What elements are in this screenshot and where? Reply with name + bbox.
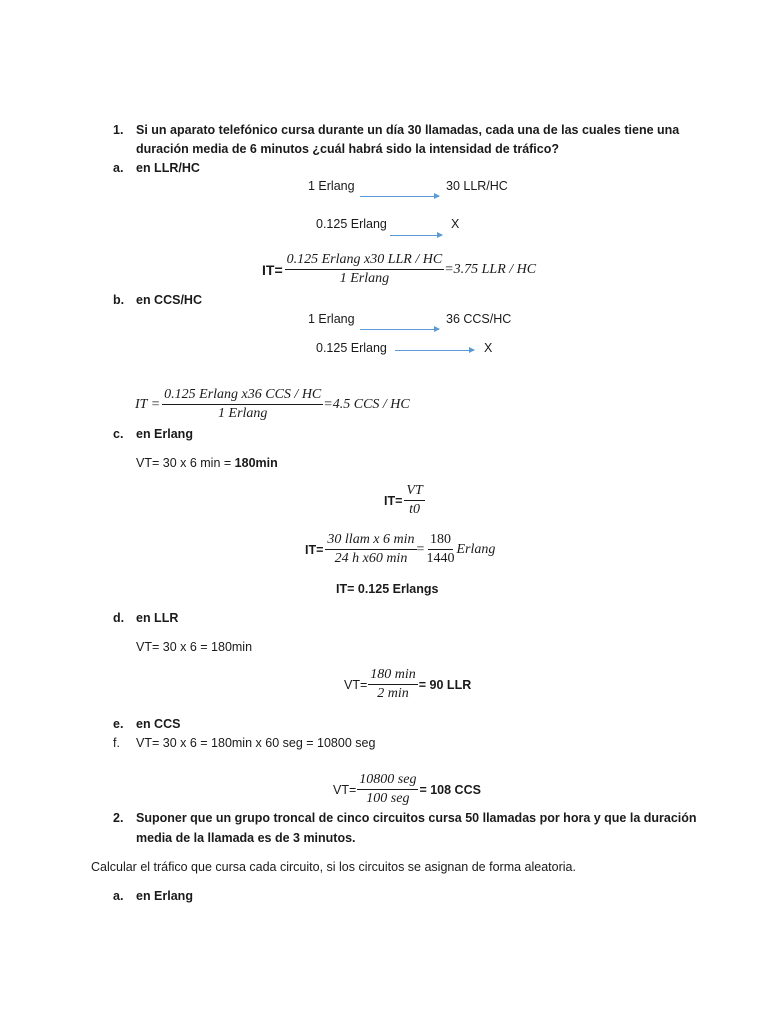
- b-row2-left: 0.125 Erlang: [316, 341, 387, 355]
- d-eq-fraction: [368, 667, 418, 702]
- q2-item-a-letter: a.: [113, 889, 124, 903]
- c-it1-denominator: t0: [409, 502, 421, 517]
- d-eq-numerator: 180 min: [368, 667, 418, 685]
- c-vt-text: VT= 30 x 6 min =: [136, 456, 235, 470]
- a-eq-numerator: 0.125 Erlang x30 LLR / HC: [285, 252, 445, 270]
- a-row1-left: 1 Erlang: [308, 179, 355, 193]
- f-equation: [333, 772, 481, 807]
- q2-text-line2: media de la llamada es de 3 minutos.: [136, 831, 356, 845]
- item-a-letter: a.: [113, 161, 124, 175]
- b-eq-denominator: 1 Erlang: [218, 406, 268, 421]
- d-eq-denominator: 2 min: [377, 686, 409, 701]
- f-eq-denominator: 100 seg: [366, 791, 410, 806]
- b-equation: [135, 387, 410, 422]
- b-row1-right: 36 CCS/HC: [446, 312, 512, 326]
- item-c-title: en Erlang: [136, 427, 193, 441]
- a-eq-fraction: [285, 252, 445, 287]
- q2-item-a-title: en Erlang: [136, 889, 193, 903]
- a-row1-right: 30 LLR/HC: [446, 179, 508, 193]
- a-eq-result: =3.75 LLR / HC: [444, 261, 537, 277]
- c-result: IT= 0.125 Erlangs: [336, 582, 439, 596]
- f-eq-fraction: [357, 772, 418, 807]
- item-b-title: en CCS/HC: [136, 293, 202, 307]
- b-row2-arrow: [395, 350, 474, 351]
- d-eq-result: = 90 LLR: [418, 677, 472, 692]
- f-eq-prefix: VT=: [333, 782, 357, 797]
- q2-number: 2.: [113, 811, 124, 825]
- c-it2-fraction-2: [424, 532, 456, 567]
- b-row2-right: X: [484, 341, 493, 355]
- b-eq-result: =4.5 CCS / HC: [323, 396, 410, 412]
- a-row2-right: X: [451, 217, 460, 231]
- item-a-title: en LLR/HC: [136, 161, 200, 175]
- c-vt-line: [136, 456, 278, 470]
- c-it-equation-1: [384, 483, 425, 518]
- a-row2-left: 0.125 Erlang: [316, 217, 387, 231]
- item-d-letter: d.: [113, 611, 125, 625]
- f-eq-result: = 108 CCS: [419, 782, 481, 797]
- d-eq-prefix: VT=: [344, 677, 368, 692]
- c-it1-numerator: VT: [404, 483, 424, 501]
- c-it-equation-2: [305, 532, 495, 567]
- a-eq-denominator: 1 Erlang: [339, 271, 390, 286]
- c-it1-fraction: [404, 483, 424, 518]
- a-row1-arrow: [360, 196, 439, 197]
- a-equation: [262, 252, 536, 287]
- item-e-letter: e.: [113, 717, 124, 731]
- a-row2-arrow: [390, 235, 442, 236]
- b-row1-arrow: [360, 329, 439, 330]
- b-eq-fraction: [162, 387, 323, 422]
- c-it1-prefix: IT=: [384, 493, 403, 508]
- q1-number: 1.: [113, 123, 124, 137]
- c-it2-denominator-2: 1440: [426, 551, 455, 566]
- d-equation: [344, 667, 471, 702]
- c-it2-denominator: 24 h x60 min: [334, 551, 408, 566]
- f-vt-line: VT= 30 x 6 = 180min x 60 seg = 10800 seg: [136, 736, 376, 750]
- c-it2-unit: Erlang: [456, 541, 496, 557]
- b-eq-prefix: IT =: [135, 396, 161, 412]
- item-b-letter: b.: [113, 293, 125, 307]
- b-eq-numerator: 0.125 Erlang x36 CCS / HC: [162, 387, 323, 405]
- q1-text-line2: duración media de 6 minutos ¿cuál habrá sido la intensidad de tráfico?: [136, 142, 559, 156]
- d-vt-line: VT= 30 x 6 = 180min: [136, 640, 253, 654]
- q2-text-line1: Suponer que un grupo troncal de cinco circuitos cursa 50 llamadas por hora y que la duración: [136, 811, 697, 825]
- item-f-letter: f.: [113, 736, 120, 750]
- item-c-letter: c.: [113, 427, 124, 441]
- c-it2-fraction: [325, 532, 416, 567]
- q2-calc-text: Calcular el tráfico que cursa cada circuito, si los circuitos se asignan de forma aleatoria.: [91, 860, 576, 874]
- a-eq-prefix: IT=: [262, 261, 283, 278]
- c-it2-prefix: IT=: [305, 542, 324, 557]
- f-eq-numerator: 10800 seg: [357, 772, 418, 790]
- item-d-title: en LLR: [136, 611, 179, 625]
- b-row1-left: 1 Erlang: [308, 312, 355, 326]
- q1-text-line1: Si un aparato telefónico cursa durante un día 30 llamadas, cada una de las cuales tiene una: [136, 123, 680, 137]
- c-vt-bold: 180min: [234, 456, 278, 470]
- c-it2-equals: =: [416, 541, 425, 557]
- c-it2-numerator-2: 180: [428, 532, 453, 550]
- c-it2-numerator: 30 llam x 6 min: [325, 532, 416, 550]
- item-e-title: en CCS: [136, 717, 181, 731]
